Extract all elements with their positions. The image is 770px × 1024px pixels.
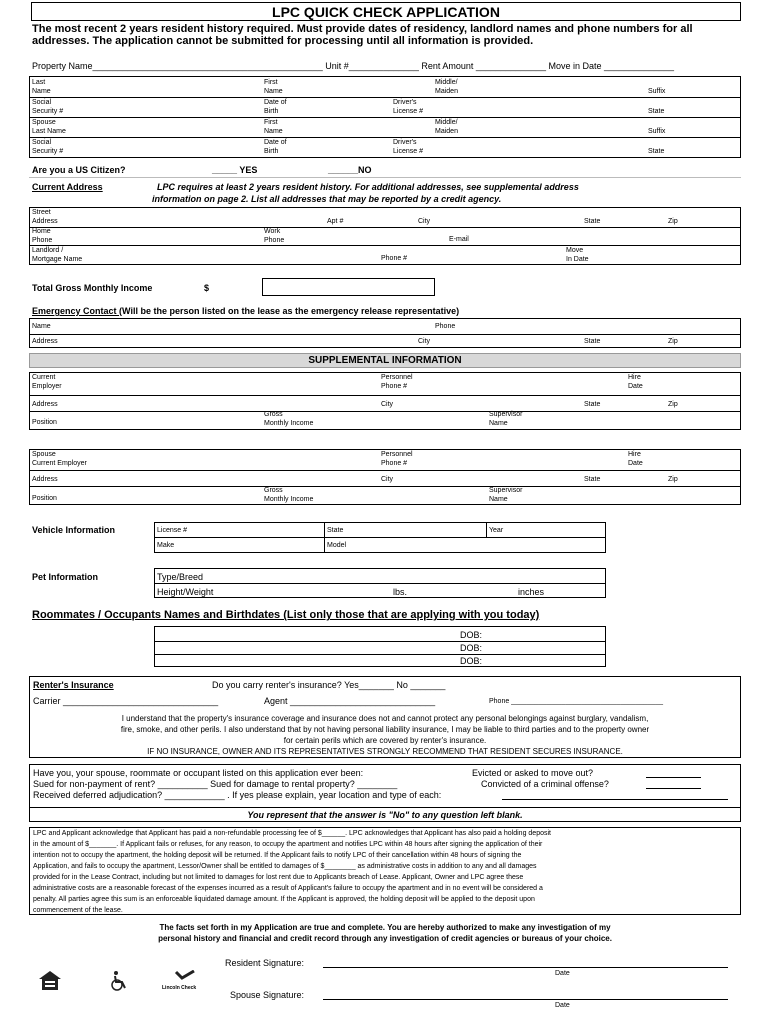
fee-line: intention not to occupy the apartment, the holding deposit will be returned. If the Applicant fails to notify LPC of their cancellation within 48 hours of signing the <box>33 852 522 859</box>
resident-signature-label: Resident Signature: <box>225 958 305 968</box>
license-label: License # <box>393 107 423 115</box>
fee-line: Application, and fails to occupy the apartment, Lessor/Owner shall be entitled to damages of $________ as administrative costs in addition to any and all damages <box>33 863 537 870</box>
current-address-label: Current Address <box>32 182 103 192</box>
insurance-label: Renter's Insurance <box>33 680 114 690</box>
equal-housing-icon <box>38 970 62 992</box>
fee-line: provided for in the Lease Contract, including but not limited to damages for lost rent due to Applicants breach of Lease. Applicant, Owner and LPC agree these <box>33 874 524 881</box>
fee-line: penalty. All parties agree this sum is an enforceable liquidated damage amount. If the Applicant is approved, the holding deposit will be applied to the deposit upon <box>33 896 535 903</box>
fee-line: administrative costs are a reasonable forecast of the expenses incurred as a result of Applicant's failure to occupy the apartment and in no event will be considered a <box>33 885 543 892</box>
middle-label: Middle/ <box>435 79 458 86</box>
emergency-label: Emergency Contact <box>32 306 120 316</box>
last-label: Last <box>32 79 46 86</box>
emergency-box <box>29 318 741 348</box>
citizen-question: Are you a US Citizen? <box>32 165 126 175</box>
current-note-2: information on page 2. List all addresses that may be reported by a credit agency. <box>152 194 502 204</box>
supplemental-title: SUPPLEMENTAL INFORMATION <box>308 355 462 366</box>
spouse-last-label: Last Name <box>32 127 66 135</box>
page-title: LPC QUICK CHECK APPLICATION <box>272 4 500 20</box>
accessibility-icon <box>108 970 130 992</box>
income-input[interactable] <box>262 278 435 296</box>
fee-line: in the amount of $_______. If Applicant fails or refuses, for any reason, to occupy the apartment and notifies LPC within 48 hours after signing the application of their <box>33 841 543 848</box>
fee-line: LPC and Applicant acknowledge that Applicant has paid a non-refundable processing fee of $______. LPC acknowledges that Applicant has also paid a holding deposit <box>33 830 551 837</box>
vehicle-label: Vehicle Information <box>32 525 116 535</box>
citizen-no[interactable]: ______NO <box>328 165 372 175</box>
current-note-1: LPC requires at least 2 years resident history. For additional addresses, see supplemental address <box>157 182 579 192</box>
first-label: First <box>264 79 278 86</box>
roommates-box <box>154 626 606 667</box>
income-label: Total Gross Monthly Income <box>32 283 153 293</box>
spouse-signature-label: Spouse Signature: <box>230 990 305 1000</box>
pet-label: Pet Information <box>32 572 99 582</box>
citizen-yes[interactable]: _____ YES <box>212 165 258 175</box>
roommates-label: Roommates / Occupants Names and Birthdates (List only those that are applying with you today) <box>32 609 540 621</box>
property-line[interactable]: Property Name______________________________________________ Unit #______________ Rent Amount ______________ Move in Date ______________ <box>32 61 675 71</box>
spouse-signature-field[interactable] <box>323 988 728 1000</box>
intro-text: The most recent 2 years resident history required. Must provide dates of residency, landlord names and phone numbers for all addresses. The application cannot be submitted for processing until all information is provided. <box>32 23 693 47</box>
ssn-label: Security # <box>32 107 64 115</box>
suffix-label: Suffix <box>648 88 666 95</box>
resident-signature-field[interactable] <box>323 956 728 968</box>
fee-line: commencement of the lease. <box>33 907 123 914</box>
dob-label: Birth <box>264 107 279 115</box>
